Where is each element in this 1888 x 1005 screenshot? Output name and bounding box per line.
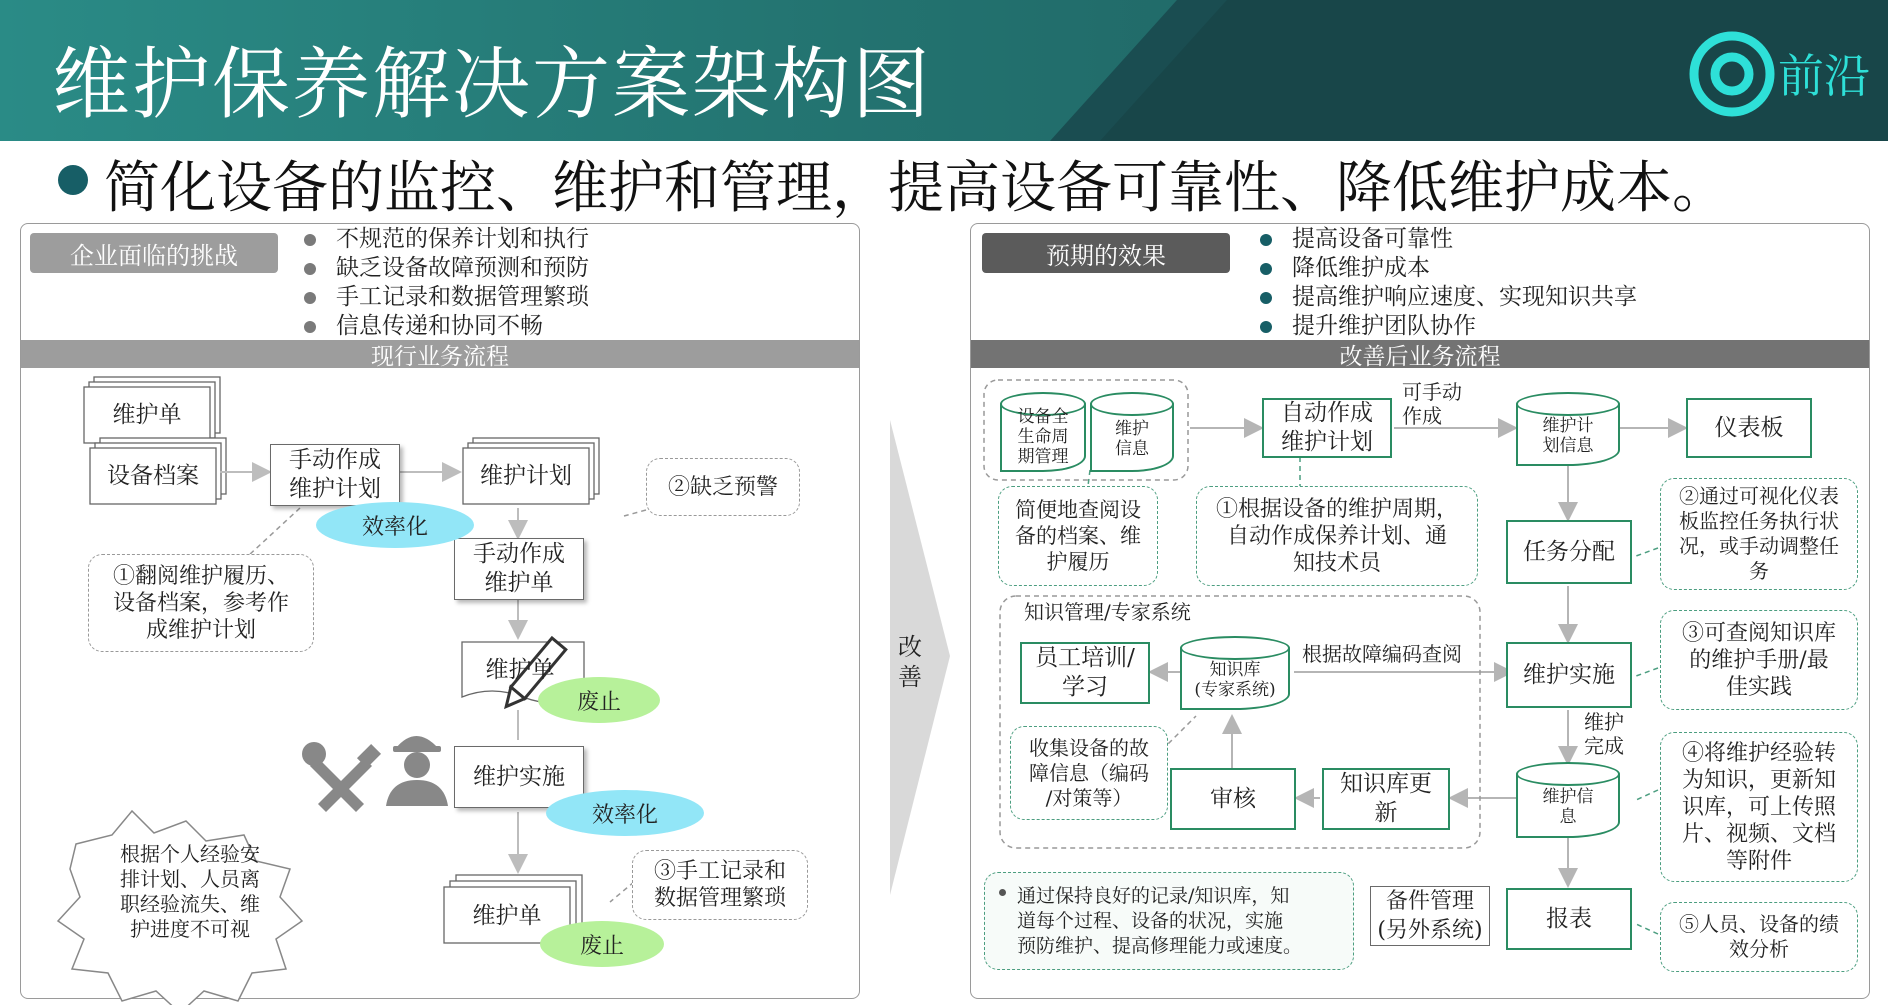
- improve-label: 改 善: [898, 633, 922, 691]
- challenge-item: 手工记录和数据管理繁琐: [302, 283, 589, 312]
- callout-dashboard: ②通过可视化仪表 板监控任务执行状 况，或手动调整任 务: [1660, 478, 1858, 590]
- abolish-oval-1: 废止: [538, 677, 660, 723]
- callout-performance: ⑤人员、设备的绩 效分析: [1660, 902, 1858, 972]
- spare-parts-box: 备件管理 (另外系统): [1370, 886, 1490, 946]
- callout-auto-plan: ①根据设备的维护周期， 自动作成保养计划、通 知技术员: [1196, 486, 1478, 586]
- report-box: 报表: [1506, 888, 1632, 950]
- doc-maintenance-order: 维护单: [112, 401, 182, 428]
- doc-equipment-file: 设备档案: [107, 462, 199, 489]
- subtitle: 简化设备的监控、维护和管理，提高设备可靠性、降低维护成本。: [104, 156, 1728, 221]
- callout-manual-records: ③手工记录和 数据管理繁琐: [632, 850, 808, 920]
- efficiency-oval-2: 效率化: [546, 790, 704, 836]
- note-bullet-icon: [999, 889, 1006, 896]
- callout-knowledge-lookup: ③可查阅知识库 的维护手册/最 佳实践: [1660, 610, 1858, 710]
- callout-easy-lookup: 简便地查阅设 备的档案、维 护履历: [998, 486, 1158, 586]
- abolish-oval-2: 废止: [540, 921, 664, 967]
- challenge-tag: 企业面临的挑战: [30, 233, 278, 273]
- manual-plan-box: 手动作成 维护计划: [270, 444, 400, 506]
- effect-item: 降低维护成本: [1258, 254, 1637, 283]
- exec-box-right: 维护实施: [1506, 642, 1632, 708]
- knowledge-db: 知识库 (专家系统): [1180, 636, 1290, 710]
- effect-item: 提升维护团队协作: [1258, 312, 1637, 341]
- maint-info-db: 维护 信息: [1090, 392, 1174, 472]
- doc-maintenance-plan: 维护计划: [480, 462, 572, 489]
- improved-flow-band: 改善后业务流程: [971, 340, 1869, 368]
- callout-no-warning: ②缺乏预警: [646, 458, 800, 516]
- page-title: 维护保养解决方案架构图: [52, 40, 933, 130]
- efficiency-oval-1: 效率化: [316, 502, 474, 548]
- task-assign-box: 任务分配: [1506, 520, 1632, 584]
- doc-final-order: 维护单: [472, 902, 542, 929]
- plan-info-db: 维护计 划信息: [1516, 392, 1620, 466]
- lookup-label: 根据故障编码查阅: [1302, 642, 1462, 666]
- doc-order-abolished: 维护单: [485, 656, 555, 683]
- maint-info-db-2: 维护信 息: [1516, 762, 1620, 838]
- km-section-label: 知识管理/专家系统: [1024, 600, 1191, 624]
- callout-flip-records: ①翻阅维护履历、 设备档案，参考作 成维护计划: [88, 554, 314, 652]
- challenge-item: 缺乏设备故障预测和预防: [302, 254, 589, 283]
- note-text: 通过保持良好的记录/知识库，知 道每个过程、设备的状况，实施 预防维护、提高修理能力或速度。: [1017, 884, 1303, 957]
- star-text: 根据个人经验安 排计划、人员离 职经验流失、维 护进度不可视: [120, 842, 260, 941]
- effect-item: 提高维护响应速度、实现知识共享: [1258, 283, 1637, 312]
- effect-item: 提高设备可靠性: [1258, 225, 1637, 254]
- manual-ok-label: 可手动 作成: [1402, 380, 1462, 428]
- challenge-item: 信息传递和协同不畅: [302, 312, 589, 341]
- current-flow-band: 现行业务流程: [21, 340, 859, 368]
- training-box: 员工培训/ 学习: [1020, 642, 1150, 704]
- done-label: 维护 完成: [1584, 710, 1624, 758]
- kb-update-box: 知识库更 新: [1322, 768, 1450, 830]
- challenge-item: 不规范的保养计划和执行: [302, 225, 589, 254]
- review-box: 审核: [1170, 768, 1296, 830]
- auto-plan-box: 自动作成 维护计划: [1262, 398, 1392, 458]
- callout-experience-kb: ④将维护经验转 为知识，更新知 识库，可上传照 片、视频、文档 等附件: [1660, 732, 1858, 882]
- dashboard-box: 仪表板: [1686, 398, 1812, 458]
- note-box: [984, 872, 1354, 970]
- lifecycle-db: 设备全 生命周 期管理: [1000, 392, 1086, 472]
- effect-tag: 预期的效果: [982, 233, 1230, 273]
- exec-box: 维护实施: [454, 746, 584, 808]
- logo-text: 前沿: [1778, 49, 1870, 103]
- callout-collect-faults: 收集设备的故 障信息（编码 /对策等）: [1010, 726, 1168, 820]
- manual-order-box: 手动作成 维护单: [454, 538, 584, 600]
